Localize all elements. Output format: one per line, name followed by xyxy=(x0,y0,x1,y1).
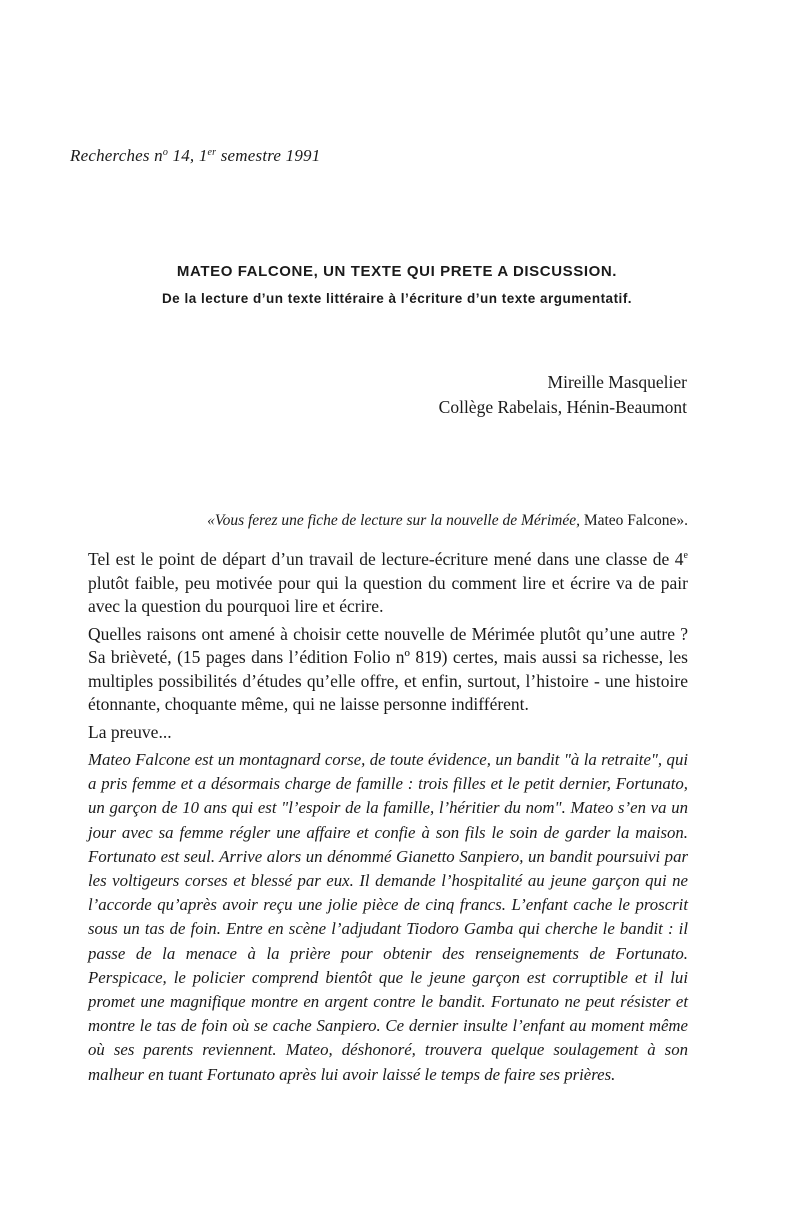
header-text-post: semestre 1991 xyxy=(216,146,321,165)
header-text-pre: Recherches n xyxy=(70,146,163,165)
author-affiliation: Collège Rabelais, Hénin-Beaumont xyxy=(438,397,687,417)
paragraph-intro xyxy=(88,548,688,619)
article-body xyxy=(88,548,688,1091)
paragraph-summary: Mateo Falcone est un montagnard corse, de toute évidence, un bandit "à la retraite", qui a pris femme et a désormais charge de famille : trois filles et le petit dernier, Fortunato, un garçon de 10 ans qui est "l’espoir de la famille, l’héritier du nom". Mateo s’en va un jour avec sa femme régler une affaire et confie à son fils le soin de garder la maison. Fortunato est seul. Arrive alors un dénommé Gianetto Sanpiero, un bandit poursuivi par les voltigeurs corses et blessé par eux. Il demande l’hospitalité au jeune garçon qui ne l’accorde qu’après avoir reçu une jolie pièce de cinq francs. L’enfant cache le proscrit sous un tas de foin. Entre en scène l’adjudant Tiodoro Gamba qui cherche le bandit : il passe de la menace à la prière pour obtenir des renseignements de Fortunato. Perspicace, le policier comprend bientôt que le jeune garçon est corruptible et il lui promet une magnifique montre en argent contre le bandit. Fortunato ne peut résister et montre le tas de foin où se cache Sanpiero. Ce dernier insulte l’enfant au moment même où ses parents reviennent. Mateo, déshonoré, trouvera quelque soulagement à son malheur en tuant Fortunato après lui avoir laissé le temps de faire ses prières. xyxy=(88,750,688,1084)
article-subtitle: De la lecture d’un texte littéraire à l’écriture d’un texte argumentatif. xyxy=(161,291,633,306)
epigraph-italic: «Vous ferez une fiche de lecture sur la nouvelle de Mérimée, xyxy=(207,512,580,529)
author-block xyxy=(439,370,687,420)
header-sup-er: er xyxy=(207,147,217,158)
paragraph-intro-a: Tel est le point de départ d’un travail de lecture-écriture mené dans une classe de 4 xyxy=(88,549,684,569)
paragraph-reasons: Quelles raisons ont amené à choisir cette nouvelle de Mérimée plutôt qu’une autre ? Sa brièveté, (15 pages dans l’édition Folio nº 819) certes, mais aussi sa richesse, les multiples possibilités d’études qu’elle offre, et enfin, surtout, l’histoire - une histoire étonnante, choquante même, qui ne laisse personne indifférent. xyxy=(88,623,688,714)
paragraph-intro-b: plutôt faible, peu motivée pour qui la question du comment lire et écrire va de pair avec la question du pourquoi lire et écrire. xyxy=(88,572,688,616)
epigraph-roman: Mateo Falcone». xyxy=(579,512,688,529)
header-sup-no: o xyxy=(162,147,169,158)
header-text-num: 14, 1 xyxy=(168,146,208,165)
journal-header xyxy=(70,146,320,166)
epigraph xyxy=(142,512,688,530)
paragraph-la-preuve: La preuve... xyxy=(88,721,172,742)
article-title: MATEO FALCONE, UN TEXTE QUI PRETE A DISCUSSION. xyxy=(176,263,618,280)
author-name: Mireille Masquelier xyxy=(547,372,687,392)
paragraph-intro-sup: e xyxy=(683,550,688,561)
